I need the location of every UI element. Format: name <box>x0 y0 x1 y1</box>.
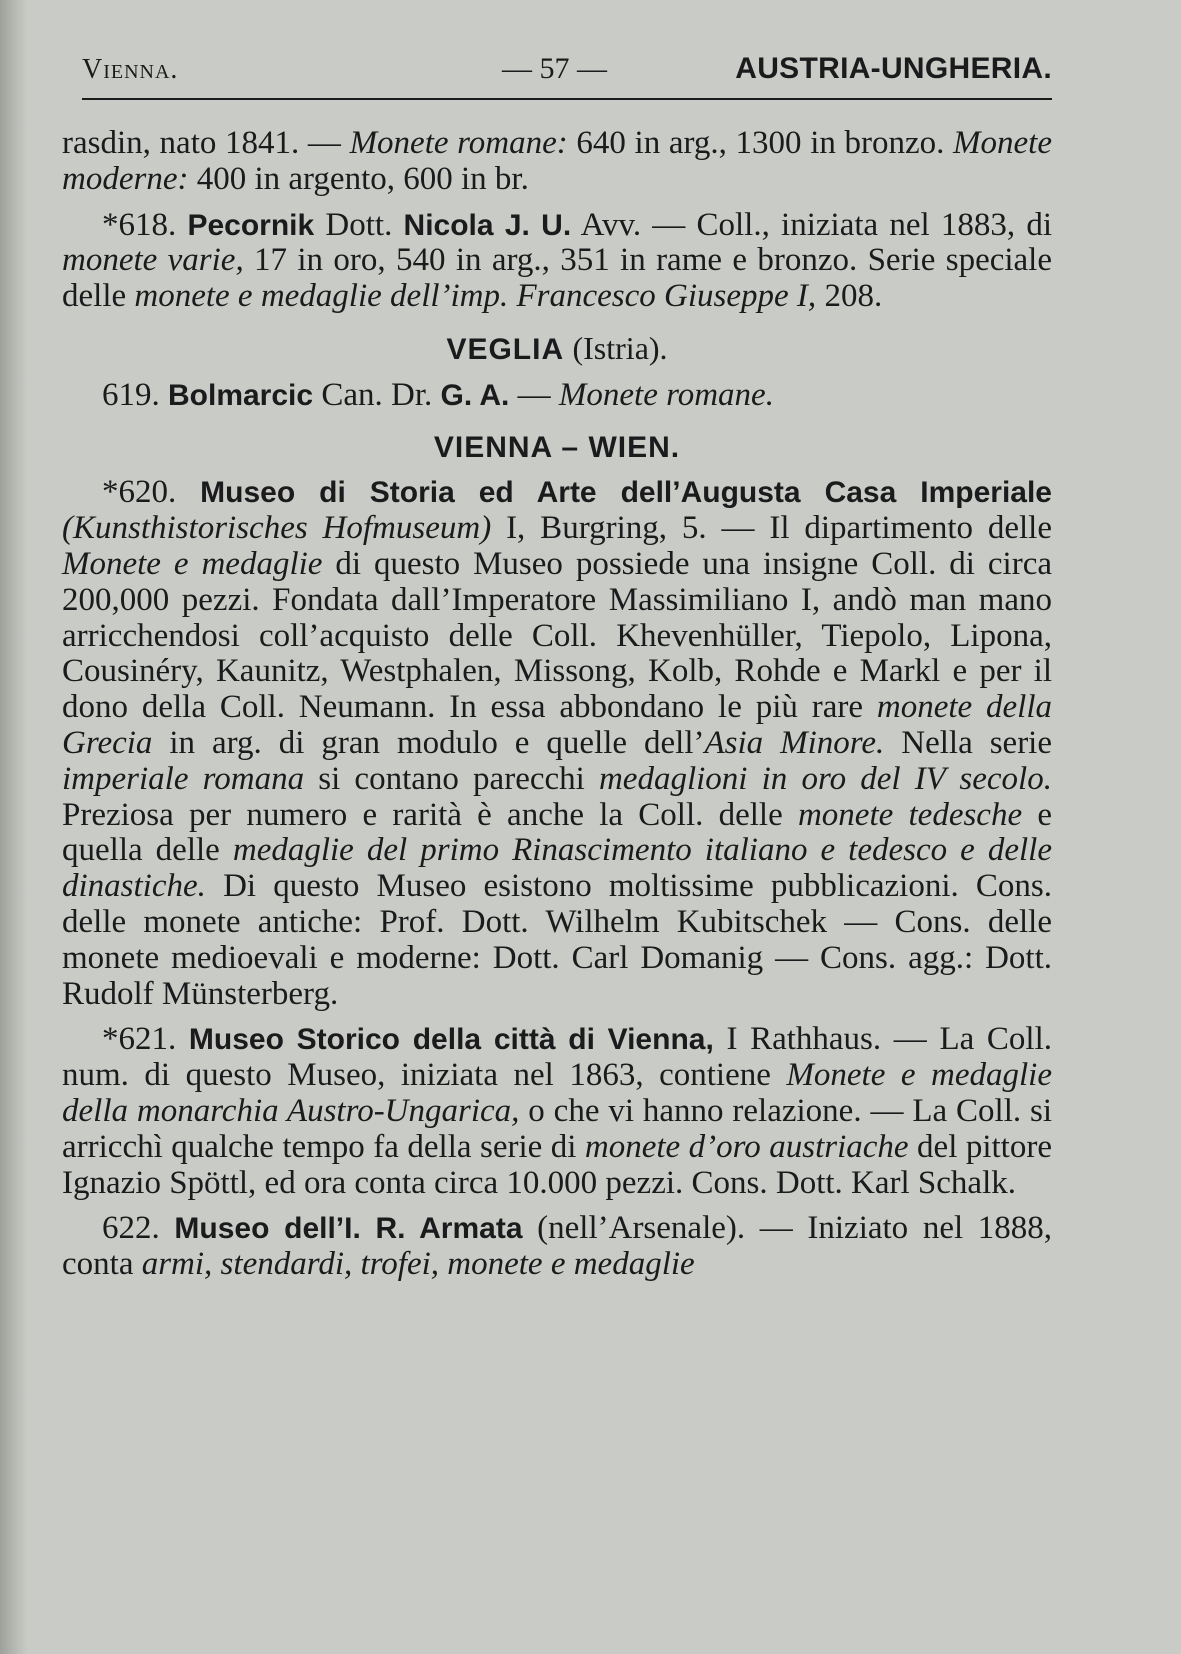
section-heading-veglia <box>62 331 1052 368</box>
collector-name: Pecornik <box>187 208 315 242</box>
text-run: I, Burgring, 5. — Il dipartimento delle <box>491 510 1053 547</box>
italic-run: monete e medaglie dell’imp. Francesco Giuseppe I, <box>134 278 817 315</box>
italic-run: monete d’oro austriache <box>584 1128 909 1165</box>
text-run: Avv. — Coll., iniziata nel 1883, di <box>571 206 1053 243</box>
text-run: di questo Museo possiede una insigne Coll. di circa 200,000 pezzi. Fondata dall’Imperatore Massimiliano I, andò man mano arricchendosi coll’acquisto delle Coll. Khevenhüller, Tiepolo, Lipona, Cousinéry, Kaunitz, Westphalen, Missong, Kolb, Rohde e Markl e per il dono della Coll. Neumann. In essa abbondano le più rare <box>62 545 1052 726</box>
section-heading-vienna <box>62 430 1052 466</box>
text-run: Di questo Museo esistono moltissime pubblicazioni. Cons. delle monete antiche: Prof. Dott. Wilhelm Kubitschek — Cons. delle monete medioevali e moderne: Dott. Carl Domanig — Cons. agg.: Dott. Rudolf Münsterberg. <box>62 868 1052 1012</box>
entry-number: *621. <box>102 1021 177 1058</box>
entry-618 <box>62 208 1052 315</box>
text-run: 400 in argento, 600 in br. <box>188 160 529 197</box>
italic-run: medaglioni in oro del IV secolo. <box>598 760 1052 797</box>
italic-run: monete varie, <box>62 242 244 279</box>
italic-run: imperiale romana <box>62 760 305 797</box>
entry-number: *620. <box>102 474 177 511</box>
italic-run: monete della Grecia <box>62 689 1052 761</box>
text-run: 640 in arg., 1300 in bronzo. <box>567 125 954 161</box>
heading-city: VIENNA – WIEN. <box>433 430 681 464</box>
page-body <box>62 126 1052 1283</box>
text-run: — <box>509 376 559 413</box>
text-run: si contano parecchi <box>304 760 599 797</box>
entry-number: 619. <box>102 376 160 413</box>
italic-run: monete tedesche <box>797 796 1023 833</box>
entry-620 <box>62 475 1052 1012</box>
entry-619 <box>62 378 1052 414</box>
text-run: Nella serie <box>884 724 1052 761</box>
text-run: Can. Dr. <box>313 376 441 413</box>
collector-given-name: G. A. <box>440 378 510 412</box>
entry-number: 622. <box>102 1210 160 1247</box>
entry-622 <box>62 1211 1052 1283</box>
institution-name: Museo di Storia ed Arte dell’Augusta Casa Imperiale <box>200 476 1052 510</box>
text-run: I Rathhaus. — La Coll. num. di questo Museo, iniziata nel 1863, contiene <box>62 1021 1052 1094</box>
italic-run: Monete moderne: <box>62 125 1052 197</box>
running-head-left: Vienna. <box>82 54 179 85</box>
entry-number: *618. <box>102 206 177 243</box>
book-page <box>62 40 1053 1283</box>
italic-run: Asia Minore. <box>704 724 885 761</box>
running-head <box>62 40 1052 90</box>
text-run: Dott. <box>314 206 404 243</box>
italic-run: Monete e medaglie <box>62 545 323 582</box>
italic-run: medaglie del primo Rinascimento italiano e tedesco e delle dinastiche. <box>62 832 1052 905</box>
italic-run: (Kunsthistorisches Hofmuseum) <box>62 510 492 547</box>
italic-run: armi, stendardi, trofei, monete e medaglie <box>141 1246 695 1283</box>
entry-617-continuation <box>62 126 1052 198</box>
collector-given-name: Nicola J. U. <box>403 208 572 242</box>
institution-name: Museo Storico della città di Vienna, <box>188 1023 714 1057</box>
page-gutter-shadow <box>0 0 28 1654</box>
text-run: rasdin, nato 1841. — <box>62 125 350 161</box>
text-run: o che vi hanno relazione. — La Coll. si arricchì qualche tempo fa della serie di <box>62 1092 1052 1165</box>
running-head-right: AUSTRIA-UNGHERIA. <box>735 52 1052 85</box>
header-rule <box>82 98 1052 100</box>
text-run: in arg. di gran modulo e quelle dell’ <box>152 724 705 761</box>
institution-name: Museo dell’I. R. Armata <box>174 1212 523 1246</box>
text-run: del pittore Ignazio Spöttl, ed ora conta circa 10.000 pezzi. Cons. Dott. Karl Schalk. <box>62 1128 1052 1201</box>
text-run: Preziosa per numero e rarità è anche la Coll. delle <box>62 796 798 833</box>
italic-run: Monete romane: <box>349 125 568 161</box>
page-number: — 57 — <box>502 52 607 85</box>
text-run: (nell’Arsenale). — Iniziato nel 1888, conta <box>62 1210 1053 1283</box>
text-run: 17 in oro, 540 in arg., 351 in rame e bronzo. Serie speciale delle <box>62 242 1052 315</box>
entry-621 <box>62 1022 1052 1201</box>
italic-run: Monete romane. <box>558 376 774 413</box>
text-run: 208. <box>816 278 883 315</box>
text-run: e quella delle <box>62 796 1052 869</box>
italic-run: Monete e medaglie della monarchia Austro-Ungarica, <box>62 1057 1052 1129</box>
collector-name: Bolmarcic <box>168 378 314 412</box>
heading-city: VEGLIA <box>446 332 565 366</box>
heading-region: (Istria). <box>572 329 668 366</box>
